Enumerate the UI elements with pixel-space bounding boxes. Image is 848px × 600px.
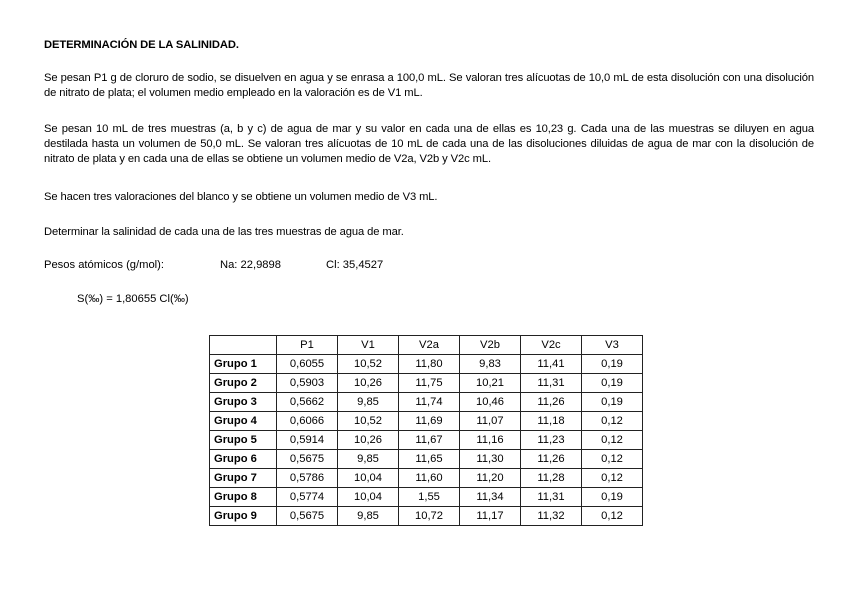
table-row-label: Grupo 3 (210, 393, 277, 412)
table-cell: 10,52 (338, 412, 399, 431)
table-header-cell: V3 (582, 336, 643, 355)
table-cell: 11,32 (521, 507, 582, 526)
table-header-cell: V2c (521, 336, 582, 355)
table-cell: 10,21 (460, 374, 521, 393)
paragraph-task: Determinar la salinidad de cada una de las tres muestras de agua de mar. (44, 226, 404, 238)
table-row (210, 412, 643, 431)
table-cell: 0,5903 (277, 374, 338, 393)
table-cell: 9,85 (338, 450, 399, 469)
table-cell: 9,85 (338, 507, 399, 526)
table-cell: 0,19 (582, 355, 643, 374)
table-row-label: Grupo 8 (210, 488, 277, 507)
table-row (210, 393, 643, 412)
paragraph-blank: Se hacen tres valoraciones del blanco y se obtiene un volumen medio de V3 mL. (44, 191, 438, 203)
table-cell: 11,60 (399, 469, 460, 488)
table-cell: 0,19 (582, 374, 643, 393)
table-row (210, 431, 643, 450)
table-cell: 0,5774 (277, 488, 338, 507)
table-cell: 10,26 (338, 431, 399, 450)
table-cell: 10,04 (338, 488, 399, 507)
table-row (210, 488, 643, 507)
table-cell: 11,80 (399, 355, 460, 374)
table-cell: 0,19 (582, 393, 643, 412)
table-cell: 11,67 (399, 431, 460, 450)
table-header-cell: P1 (277, 336, 338, 355)
table-cell: 11,26 (521, 450, 582, 469)
table-cell: 10,26 (338, 374, 399, 393)
atomic-weights-label: Pesos atómicos (g/mol): (44, 259, 164, 271)
table-cell: 0,5786 (277, 469, 338, 488)
table-cell: 11,26 (521, 393, 582, 412)
table-row (210, 469, 643, 488)
table-row-label: Grupo 5 (210, 431, 277, 450)
table-cell: 11,65 (399, 450, 460, 469)
data-table (209, 335, 643, 526)
table-cell: 0,5675 (277, 450, 338, 469)
table-cell: 1,55 (399, 488, 460, 507)
table-row (210, 355, 643, 374)
salinity-formula: S(‰) = 1,80655 Cl(‰) (77, 293, 189, 305)
table-header-cell: V1 (338, 336, 399, 355)
table-row (210, 374, 643, 393)
table-cell: 11,74 (399, 393, 460, 412)
table-cell: 11,16 (460, 431, 521, 450)
table-row-label: Grupo 9 (210, 507, 277, 526)
paragraph-preparation: Se pesan P1 g de cloruro de sodio, se disuelven en agua y se enrasa a 100,0 mL. Se valoran tres alícuotas de 10,0 mL de esta disolución con una disolución de nitrato de plata; el volumen medio empleado en la valoración es de V1 mL. (44, 72, 814, 99)
table-cell: 11,34 (460, 488, 521, 507)
table-cell: 0,12 (582, 431, 643, 450)
table-row-label: Grupo 1 (210, 355, 277, 374)
table-cell: 0,12 (582, 507, 643, 526)
table-cell: 0,12 (582, 450, 643, 469)
table-row-label: Grupo 4 (210, 412, 277, 431)
table-header-cell (210, 336, 277, 355)
table-header-cell: V2a (399, 336, 460, 355)
table-cell: 11,17 (460, 507, 521, 526)
document-title: DETERMINACIÓN DE LA SALINIDAD. (44, 39, 239, 51)
table-cell: 0,5662 (277, 393, 338, 412)
table-cell: 11,30 (460, 450, 521, 469)
table-cell: 10,52 (338, 355, 399, 374)
table-header-cell: V2b (460, 336, 521, 355)
table-cell: 0,5914 (277, 431, 338, 450)
table-cell: 11,07 (460, 412, 521, 431)
paragraph-samples: Se pesan 10 mL de tres muestras (a, b y c) de agua de mar y su valor en cada una de ellas es 10,23 g. Cada una de las muestras se diluyen en agua destilada hasta un volumen de 50,0 mL. Se valoran tres alícuotas de 10 mL de cada una de las disoluciones diluidas de agua de mar con la disolución de nitrato de plata y en cada una de ellas se obtiene un volumen medio de V2a, V2b y V2c mL. (44, 123, 814, 165)
table-cell: 10,04 (338, 469, 399, 488)
table-row-label: Grupo 7 (210, 469, 277, 488)
table-cell: 11,20 (460, 469, 521, 488)
table-header-row (210, 336, 643, 355)
table-cell: 10,72 (399, 507, 460, 526)
table-row-label: Grupo 6 (210, 450, 277, 469)
atomic-weight-cl: Cl: 35,4527 (326, 259, 384, 271)
table-cell: 0,6055 (277, 355, 338, 374)
table-cell: 11,75 (399, 374, 460, 393)
table-cell: 11,23 (521, 431, 582, 450)
table-cell: 0,5675 (277, 507, 338, 526)
table-cell: 11,69 (399, 412, 460, 431)
table-cell: 10,46 (460, 393, 521, 412)
table-row (210, 450, 643, 469)
table-cell: 11,41 (521, 355, 582, 374)
table-cell: 11,18 (521, 412, 582, 431)
table-cell: 11,31 (521, 374, 582, 393)
table-row-label: Grupo 2 (210, 374, 277, 393)
table-row (210, 507, 643, 526)
table-cell: 11,31 (521, 488, 582, 507)
atomic-weight-na: Na: 22,9898 (220, 259, 281, 271)
table-cell: 9,83 (460, 355, 521, 374)
table-cell: 0,12 (582, 412, 643, 431)
table-cell: 9,85 (338, 393, 399, 412)
table-cell: 0,12 (582, 469, 643, 488)
table-cell: 0,19 (582, 488, 643, 507)
table-cell: 11,28 (521, 469, 582, 488)
table-cell: 0,6066 (277, 412, 338, 431)
